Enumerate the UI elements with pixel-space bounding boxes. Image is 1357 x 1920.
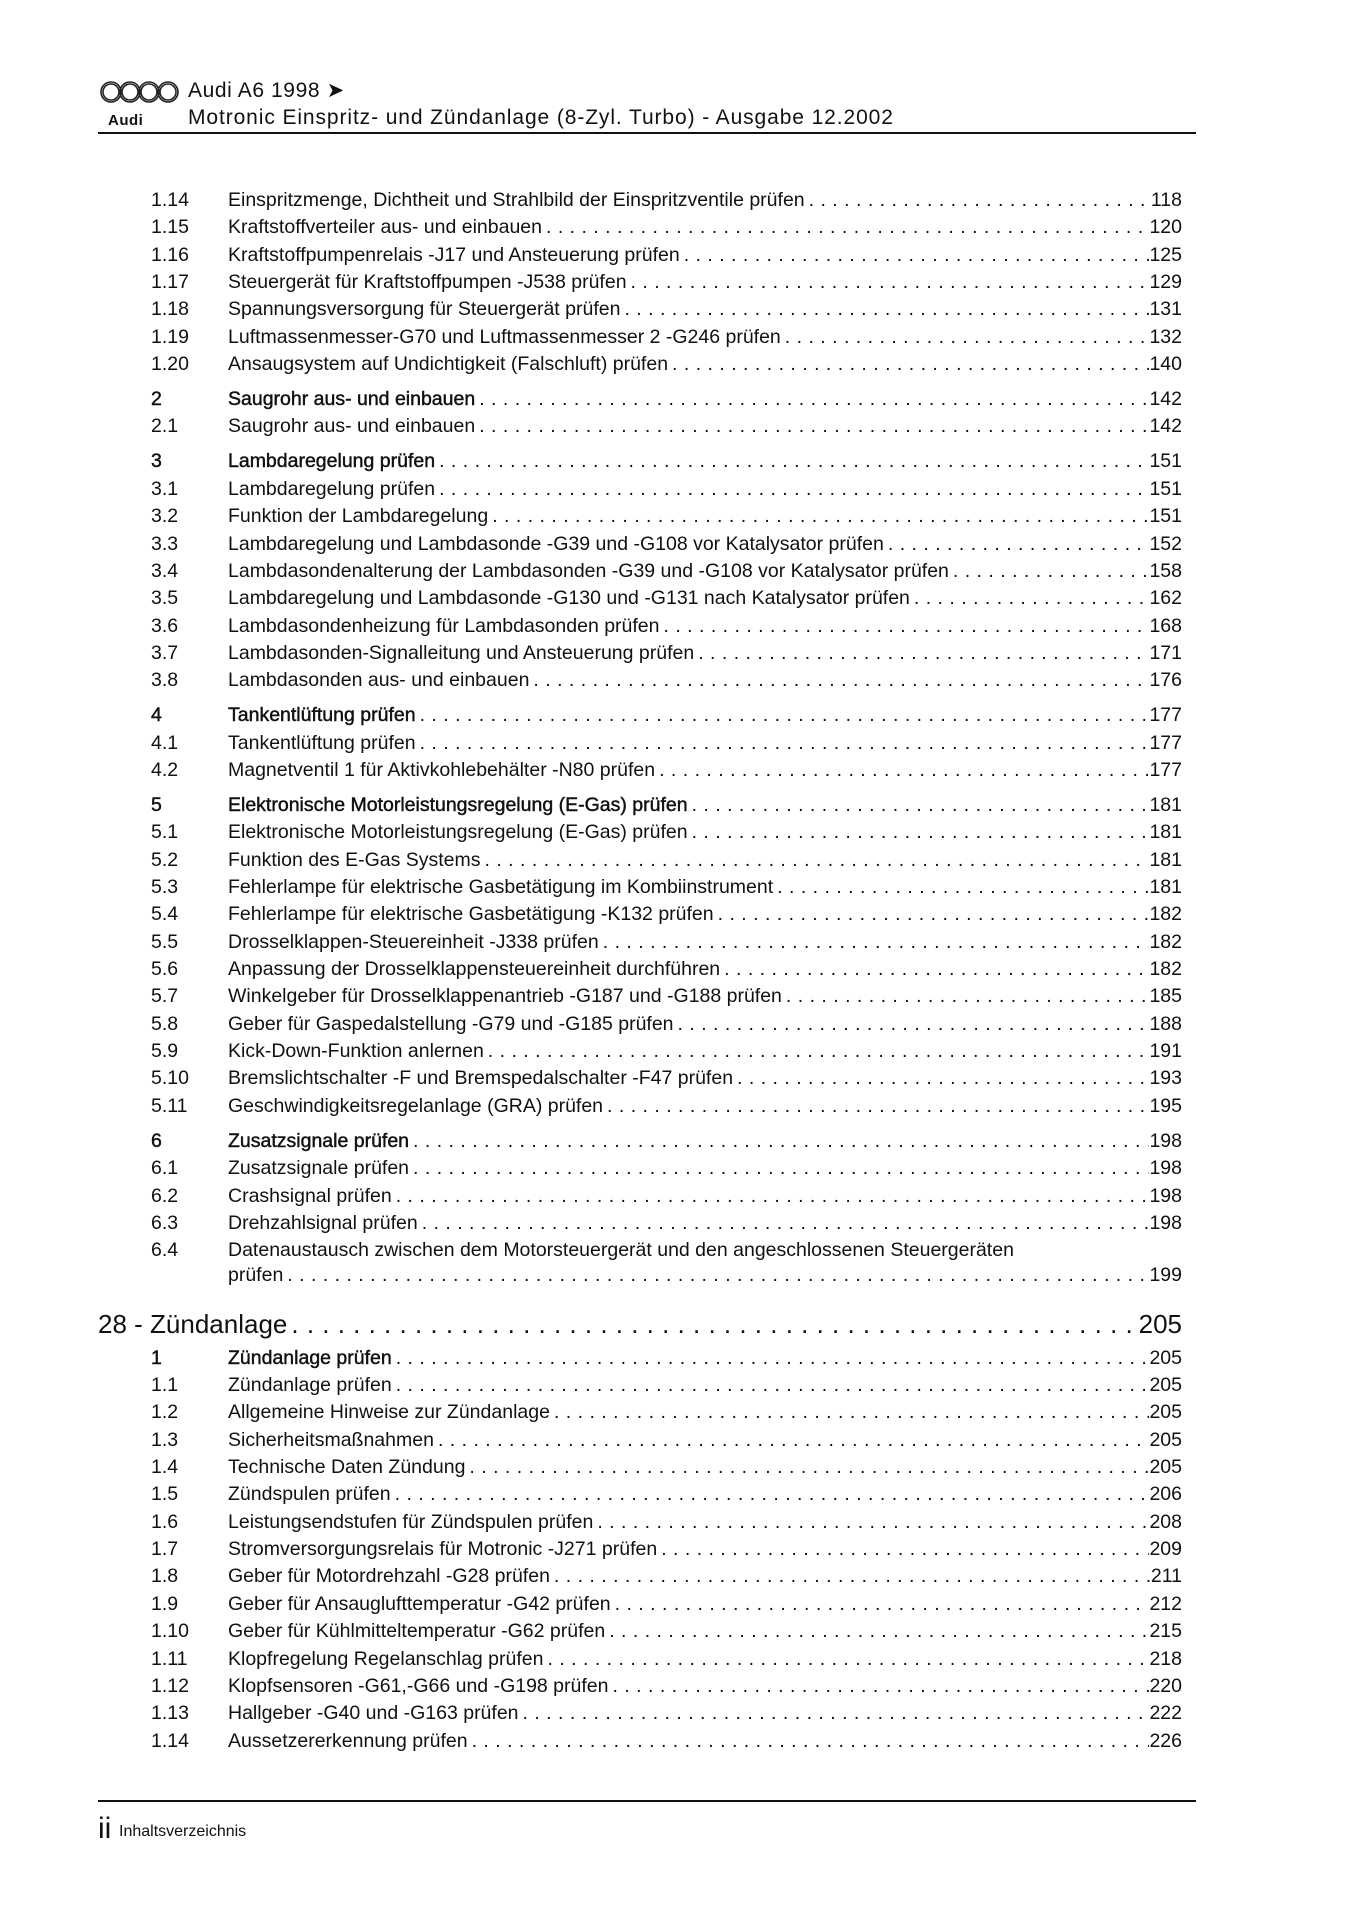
toc-entry[interactable]: [151, 1510, 1182, 1534]
dot-leader: [488, 1039, 1150, 1063]
toc-entry-page: 140: [1149, 353, 1182, 375]
toc-entry-page: 206: [1149, 1483, 1182, 1505]
toc-entry-number: 1.1: [151, 1374, 179, 1396]
toc-entry-number: 5.3: [151, 876, 179, 898]
toc-entry-number: 5.5: [151, 931, 179, 953]
toc-entry[interactable]: [151, 957, 1182, 981]
dot-leader: [523, 1701, 1150, 1725]
dot-leader: [737, 1066, 1149, 1090]
toc-entry-page: 142: [1149, 415, 1182, 437]
toc-entry[interactable]: [151, 614, 1182, 638]
toc-entry-number: 1.4: [151, 1456, 179, 1478]
dot-leader: [422, 1211, 1150, 1235]
dot-leader: [554, 1564, 1151, 1588]
dot-leader: [603, 930, 1150, 954]
dot-leader: [786, 984, 1150, 1008]
toc-entry-number: 3.7: [151, 642, 179, 664]
toc-entry-page: 151: [1149, 478, 1182, 500]
toc-entry-number: 1.18: [151, 298, 189, 320]
toc-entry-page: 182: [1149, 931, 1182, 953]
toc-entry-page: 177: [1149, 704, 1182, 726]
toc-entry-number: 6.4: [151, 1239, 179, 1261]
toc-entry-title: Geber für Motordrehzahl -G28 prüfen: [228, 1565, 550, 1587]
toc-entry-title: Lambdaregelung prüfen: [228, 478, 436, 500]
toc-entry[interactable]: [151, 1094, 1182, 1118]
toc-entry-title: Lambdasondenalterung der Lambdasonden -G39 und -G108 vor Katalysator prüfen: [228, 560, 949, 582]
toc-entry-page: 199: [1149, 1264, 1182, 1286]
toc-entry[interactable]: [151, 848, 1182, 872]
toc-entry-title: Datenaustausch zwischen dem Motorsteuergerät und den angeschlossenen Steuergeräten: [228, 1239, 1014, 1261]
toc-entry[interactable]: [151, 641, 1182, 665]
toc-entry-title: Lambdasonden-Signalleitung und Ansteuerung prüfen: [228, 642, 695, 664]
dot-leader: [492, 504, 1149, 528]
dot-leader: [624, 297, 1149, 321]
toc-entry-page: 220: [1149, 1675, 1182, 1697]
toc-entry-number: 4: [151, 704, 162, 726]
toc-entry[interactable]: [151, 1592, 1182, 1616]
toc-entry-number: 1.12: [151, 1675, 189, 1697]
toc-entry-page: 226: [1149, 1730, 1182, 1752]
footer-rule: [98, 1800, 1196, 1802]
toc-entry-page: 193: [1149, 1067, 1182, 1089]
toc-entry-title: Zündanlage prüfen: [228, 1374, 392, 1396]
toc-entry-number: 5: [151, 794, 162, 816]
dot-leader: [664, 614, 1150, 638]
toc-entry-page: 151: [1149, 450, 1182, 472]
toc-entry[interactable]: [151, 731, 1182, 755]
toc-section-entry[interactable]: [151, 387, 1182, 411]
dot-leader: [479, 387, 1149, 411]
toc-entry-title: Luftmassenmesser-G70 und Luftmassenmesser 2 -G246 prüfen: [228, 326, 781, 348]
dot-leader: [413, 1156, 1149, 1180]
toc-entry-page: 205: [1149, 1401, 1182, 1423]
toc-entry-number: 3.8: [151, 669, 179, 691]
toc-entry-title: Winkelgeber für Drosselklappenantrieb -G187 und -G188 prüfen: [228, 985, 782, 1007]
audi-rings-logo-icon: [100, 80, 180, 104]
toc-section-entry[interactable]: [151, 703, 1182, 727]
dot-leader: [597, 1510, 1149, 1534]
toc-entry-page: 125: [1149, 244, 1182, 266]
toc-entry-page: 158: [1149, 560, 1182, 582]
toc-entry[interactable]: [151, 1156, 1182, 1180]
toc-entry-number: 1.5: [151, 1483, 179, 1505]
toc-entry-number: 1.20: [151, 353, 189, 375]
toc-entry-page: 181: [1149, 821, 1182, 843]
toc-entry[interactable]: [151, 1647, 1182, 1671]
toc-entry-page: 198: [1149, 1212, 1182, 1234]
dot-leader: [914, 586, 1150, 610]
chapter-page: 205: [1138, 1309, 1182, 1339]
toc-entry-title: Crashsignal prüfen: [228, 1185, 392, 1207]
dot-leader: [672, 352, 1149, 376]
toc-entry[interactable]: [151, 297, 1182, 321]
toc-entry[interactable]: [151, 1674, 1182, 1698]
dot-leader: [547, 1647, 1149, 1671]
toc-entry-title: Drehzahlsignal prüfen: [228, 1212, 418, 1234]
toc-entry[interactable]: [151, 325, 1182, 349]
toc-entry-number: 3.3: [151, 533, 179, 555]
toc-entry[interactable]: [151, 1729, 1182, 1753]
toc-entry-page: 188: [1149, 1013, 1182, 1035]
dot-leader: [291, 1308, 1138, 1340]
toc-entry-page: 120: [1149, 216, 1182, 238]
toc-entry-title: Kraftstoffpumpenrelais -J17 und Ansteuerung prüfen: [228, 244, 680, 266]
toc-entry-number: 6.2: [151, 1185, 179, 1207]
toc-section-entry[interactable]: [151, 449, 1182, 473]
toc-entry-number: 1.14: [151, 1730, 189, 1752]
toc-entry-page: 222: [1149, 1702, 1182, 1724]
toc-entry-number: 1.9: [151, 1593, 179, 1615]
toc-entry-title: Lambdasondenheizung für Lambdasonden prüfen: [228, 615, 660, 637]
toc-entry-page: 181: [1149, 849, 1182, 871]
toc-entry-page: 129: [1149, 271, 1182, 293]
dot-leader: [413, 1129, 1149, 1153]
toc-entry-title: Fehlerlampe für elektrische Gasbetätigung -K132 prüfen: [228, 903, 714, 925]
toc-entry-wrapped-continuation[interactable]: [228, 1263, 1182, 1287]
toc-entry-title: Lambdaregelung und Lambdasonde -G130 und -G131 nach Katalysator prüfen: [228, 587, 910, 609]
dot-leader: [554, 1400, 1150, 1424]
toc-chapter-heading[interactable]: [98, 1308, 1182, 1340]
toc-entry-page: 177: [1149, 759, 1182, 781]
toc-entry[interactable]: [151, 1400, 1182, 1424]
toc-entry-number: 1.16: [151, 244, 189, 266]
toc-entry[interactable]: [151, 477, 1182, 501]
toc-entry-page: 205: [1149, 1374, 1182, 1396]
toc-entry-page: 205: [1149, 1456, 1182, 1478]
dot-leader: [724, 957, 1149, 981]
toc-entry-number: 4.1: [151, 732, 179, 754]
toc-entry-page: 198: [1149, 1157, 1182, 1179]
toc-entry[interactable]: [151, 559, 1182, 583]
toc-entry-number: 1.6: [151, 1511, 179, 1533]
toc-entry-title: Zusatzsignale prüfen: [228, 1157, 410, 1179]
toc-entry-page: 142: [1149, 388, 1182, 410]
toc-entry[interactable]: [151, 758, 1182, 782]
toc-entry-page: 177: [1149, 732, 1182, 754]
toc-entry-page: 162: [1149, 587, 1182, 609]
dot-leader: [485, 848, 1150, 872]
toc-entry-page: 181: [1149, 876, 1182, 898]
toc-entry-page: 182: [1149, 903, 1182, 925]
toc-entry[interactable]: [151, 1184, 1182, 1208]
dot-leader: [395, 1482, 1150, 1506]
toc-entry[interactable]: [151, 1066, 1182, 1090]
dot-leader: [953, 559, 1150, 583]
toc-entry-title: Geber für Gaspedalstellung -G79 und -G185 prüfen: [228, 1013, 674, 1035]
toc-entry-title: Kick-Down-Funktion anlernen: [228, 1040, 484, 1062]
toc-entry[interactable]: [151, 902, 1182, 926]
toc-entry[interactable]: [151, 1482, 1182, 1506]
toc-entry-title: Aussetzererkennung prüfen: [228, 1730, 468, 1752]
toc-entry-title: Lambdasonden aus- und einbauen: [228, 669, 530, 691]
toc-entry-title: Ansaugsystem auf Undichtigkeit (Falschluft) prüfen: [228, 353, 669, 375]
toc-entry-number: 1.10: [151, 1620, 189, 1642]
toc-entry[interactable]: [151, 820, 1182, 844]
toc-entry-title: Stromversorgungsrelais für Motronic -J271 prüfen: [228, 1538, 658, 1560]
toc-entry-number: 1.14: [151, 189, 189, 211]
toc-entry-title: Drosselklappen-Steuereinheit -J338 prüfen: [228, 931, 599, 953]
toc-entry-number: 1.13: [151, 1702, 189, 1724]
toc-entry[interactable]: [151, 1564, 1182, 1588]
toc-entry-page: 171: [1149, 642, 1182, 664]
toc-entry-title: Sicherheitsmaßnahmen: [228, 1429, 434, 1451]
toc-entry[interactable]: [151, 243, 1182, 267]
toc-entry[interactable]: [151, 1428, 1182, 1452]
toc-entry-number: 5.9: [151, 1040, 179, 1062]
audi-wordmark: Audi: [108, 112, 144, 129]
toc-entry-title: Funktion der Lambdaregelung: [228, 505, 489, 527]
dot-leader: [396, 1184, 1150, 1208]
toc-entry-page: 215: [1149, 1620, 1182, 1642]
toc-section-entry[interactable]: [151, 793, 1182, 817]
toc-entry-page: 218: [1149, 1648, 1182, 1670]
toc-entry-title: Saugrohr aus- und einbauen: [228, 388, 476, 410]
toc-entry-title: Geschwindigkeitsregelanlage (GRA) prüfen: [228, 1095, 604, 1117]
dot-leader: [546, 215, 1149, 239]
toc-entry-page: 209: [1149, 1538, 1182, 1560]
dot-leader: [607, 1094, 1149, 1118]
dot-leader: [439, 477, 1149, 501]
toc-entry-title: Magnetventil 1 für Aktivkohlebehälter -N80 prüfen: [228, 759, 656, 781]
dot-leader: [469, 1455, 1149, 1479]
toc-entry-title: Elektronische Motorleistungsregelung (E-Gas) prüfen: [228, 794, 688, 816]
toc-entry-title: Lambdaregelung prüfen: [228, 450, 436, 472]
toc-entry-page: 198: [1149, 1130, 1182, 1152]
toc-entry-title: Zündanlage prüfen: [228, 1347, 392, 1369]
toc-entry[interactable]: [151, 504, 1182, 528]
dot-leader: [659, 758, 1149, 782]
toc-entry-title: Hallgeber -G40 und -G163 prüfen: [228, 1702, 519, 1724]
toc-entry-title: Fehlerlampe für elektrische Gasbetätigung im Kombiinstrument: [228, 876, 774, 898]
toc-entry-number: 5.11: [151, 1095, 188, 1117]
dot-leader: [698, 641, 1149, 665]
toc-entry[interactable]: [151, 352, 1182, 376]
toc-entry-number: 3.2: [151, 505, 179, 527]
toc-entry-number: 5.4: [151, 903, 179, 925]
dot-leader: [472, 1729, 1150, 1753]
toc-entry-title: Technische Daten Zündung: [228, 1456, 466, 1478]
toc-entry[interactable]: [151, 532, 1182, 556]
toc-entry-number: 1.11: [151, 1648, 188, 1670]
toc-entry[interactable]: [151, 1012, 1182, 1036]
toc-entry-number: 3.6: [151, 615, 179, 637]
toc-entry-number: 1.8: [151, 1565, 179, 1587]
toc-entry-page: 195: [1149, 1095, 1182, 1117]
toc-entry-title: Steuergerät für Kraftstoffpumpen -J538 prüfen: [228, 271, 627, 293]
dot-leader: [692, 793, 1150, 817]
dot-leader: [888, 532, 1150, 556]
header-rule: [98, 132, 1196, 134]
toc-entry[interactable]: [151, 270, 1182, 294]
toc-entry-number: 3: [151, 450, 162, 472]
toc-entry[interactable]: [151, 1619, 1182, 1643]
toc-entry[interactable]: [151, 875, 1182, 899]
dot-leader: [396, 1346, 1150, 1370]
toc-entry-page: 205: [1149, 1429, 1182, 1451]
toc-entry-number: 5.1: [151, 821, 179, 843]
toc-entry-title: Zusatzsignale prüfen: [228, 1130, 410, 1152]
dot-leader: [438, 1428, 1150, 1452]
footer-page-number: ii: [98, 1812, 112, 1845]
toc-entry-title: Tankentlüftung prüfen: [228, 732, 416, 754]
dot-leader: [631, 270, 1150, 294]
toc-entry[interactable]: [151, 1537, 1182, 1561]
toc-entry-number: 6.1: [151, 1157, 179, 1179]
toc-entry-title: Anpassung der Drosselklappensteuereinheit durchführen: [228, 958, 721, 980]
header-model-title: Audi A6 1998 ➤: [188, 79, 345, 102]
toc-entry[interactable]: [151, 1211, 1182, 1235]
toc-entry[interactable]: [151, 215, 1182, 239]
toc-entry-number: 5.8: [151, 1013, 179, 1035]
dot-leader: [809, 188, 1151, 212]
toc-entry-number: 1.2: [151, 1401, 179, 1423]
toc-entry[interactable]: [151, 984, 1182, 1008]
toc-entry-wrapped[interactable]: [151, 1238, 1182, 1262]
dot-leader: [661, 1537, 1149, 1561]
toc-entry[interactable]: [151, 1701, 1182, 1725]
toc-entry-page: 191: [1149, 1040, 1182, 1062]
toc-entry-page: 176: [1149, 669, 1182, 691]
toc-entry-number: 3.1: [151, 478, 179, 500]
toc-entry-page: 181: [1149, 794, 1182, 816]
toc-entry-number: 5.2: [151, 849, 179, 871]
toc-entry-page: 185: [1149, 985, 1182, 1007]
toc-entry[interactable]: [151, 930, 1182, 954]
toc-entry-number: 2: [151, 388, 162, 410]
toc-entry-title: Spannungsversorgung für Steuergerät prüfen: [228, 298, 621, 320]
footer-label: Inhaltsverzeichnis: [119, 1823, 247, 1840]
toc-entry-page: 168: [1149, 615, 1182, 637]
dot-leader: [396, 1373, 1150, 1397]
toc-entry-page: 118: [1150, 189, 1182, 211]
toc-entry-page: 151: [1149, 505, 1182, 527]
toc-entry-number: 5.7: [151, 985, 179, 1007]
toc-entry-page: 182: [1149, 958, 1182, 980]
dot-leader: [777, 875, 1149, 899]
dot-leader: [612, 1674, 1149, 1698]
dot-leader: [684, 243, 1150, 267]
toc-entry-title: Funktion des E-Gas Systems: [228, 849, 481, 871]
toc-section-entry[interactable]: [151, 1129, 1182, 1153]
toc-entry-number: 3.5: [151, 587, 179, 609]
toc-entry-title: Elektronische Motorleistungsregelung (E-Gas) prüfen: [228, 821, 688, 843]
toc-entry[interactable]: [151, 1373, 1182, 1397]
toc-entry-title: Geber für Kühlmitteltemperatur -G62 prüfen: [228, 1620, 606, 1642]
toc-entry-title: Bremslichtschalter -F und Bremspedalschalter -F47 prüfen: [228, 1067, 734, 1089]
toc-entry-number: 6: [151, 1130, 162, 1152]
toc-entry-title: Tankentlüftung prüfen: [228, 704, 416, 726]
toc-entry-title: Kraftstoffverteiler aus- und einbauen: [228, 216, 542, 238]
toc-entry-page: 212: [1149, 1593, 1182, 1615]
toc-entry-number: 1.15: [151, 216, 189, 238]
toc-entry-number: 1.7: [151, 1538, 179, 1560]
toc-entry-number: 1: [151, 1347, 162, 1369]
dot-leader: [615, 1592, 1150, 1616]
toc-entry-page: 211: [1150, 1565, 1182, 1587]
toc-entry-page: 198: [1149, 1185, 1182, 1207]
dot-leader: [609, 1619, 1149, 1643]
toc-entry-page: 152: [1149, 533, 1182, 555]
toc-entry-title: Allgemeine Hinweise zur Zündanlage: [228, 1401, 550, 1423]
toc-entry-title: Leistungsendstufen für Zündspulen prüfen: [228, 1511, 594, 1533]
dot-leader: [420, 731, 1150, 755]
toc-entry-title: Klopfregelung Regelanschlag prüfen: [228, 1648, 544, 1670]
toc-entry-number: 1.19: [151, 326, 189, 348]
toc-entry-number: 4.2: [151, 759, 179, 781]
toc-entry[interactable]: [151, 414, 1182, 438]
toc-entry-page: 132: [1149, 326, 1182, 348]
toc-entry[interactable]: [151, 668, 1182, 692]
dot-leader: [533, 668, 1149, 692]
dot-leader: [785, 325, 1150, 349]
toc-entry[interactable]: [151, 586, 1182, 610]
dot-leader: [718, 902, 1150, 926]
toc-entry-title: Geber für Ansauglufttemperatur -G42 prüfen: [228, 1593, 611, 1615]
dot-leader: [420, 703, 1150, 727]
toc-entry-title: Saugrohr aus- und einbauen: [228, 415, 476, 437]
toc-entry-title: Lambdaregelung und Lambdasonde -G39 und -G108 vor Katalysator prüfen: [228, 533, 884, 555]
toc-entry-number: 5.10: [151, 1067, 189, 1089]
toc-entry-page: 205: [1149, 1347, 1182, 1369]
toc-entry-title: Klopfsensoren -G61,-G66 und -G198 prüfen: [228, 1675, 609, 1697]
toc-entry-title: Einspritzmenge, Dichtheit und Strahlbild der Einspritzventile prüfen: [228, 189, 805, 211]
dot-leader: [692, 820, 1150, 844]
dot-leader: [287, 1263, 1149, 1287]
dot-leader: [479, 414, 1149, 438]
toc-entry[interactable]: [151, 1039, 1182, 1063]
toc-entry-number: 5.6: [151, 958, 179, 980]
toc-entry-number: 6.3: [151, 1212, 179, 1234]
toc-entry[interactable]: [151, 1455, 1182, 1479]
toc-section-entry[interactable]: [151, 1346, 1182, 1370]
toc-entry-title: Zündspulen prüfen: [228, 1483, 391, 1505]
toc-entry-page: 208: [1149, 1511, 1182, 1533]
dot-leader: [439, 449, 1149, 473]
toc-entry-number: 2.1: [151, 415, 179, 437]
toc-entry-page: 131: [1149, 298, 1182, 320]
header-manual-title: Motronic Einspritz- und Zündanlage (8-Zyl. Turbo) - Ausgabe 12.2002: [188, 106, 894, 129]
toc-entry-number: 3.4: [151, 560, 179, 582]
toc-entry-number: 1.17: [151, 271, 189, 293]
toc-entry-title-continuation: prüfen: [228, 1264, 284, 1286]
dot-leader: [678, 1012, 1150, 1036]
chapter-title: 28 - Zündanlage: [98, 1309, 288, 1339]
toc-entry-number: 1.3: [151, 1429, 179, 1451]
toc-entry[interactable]: [151, 188, 1182, 212]
